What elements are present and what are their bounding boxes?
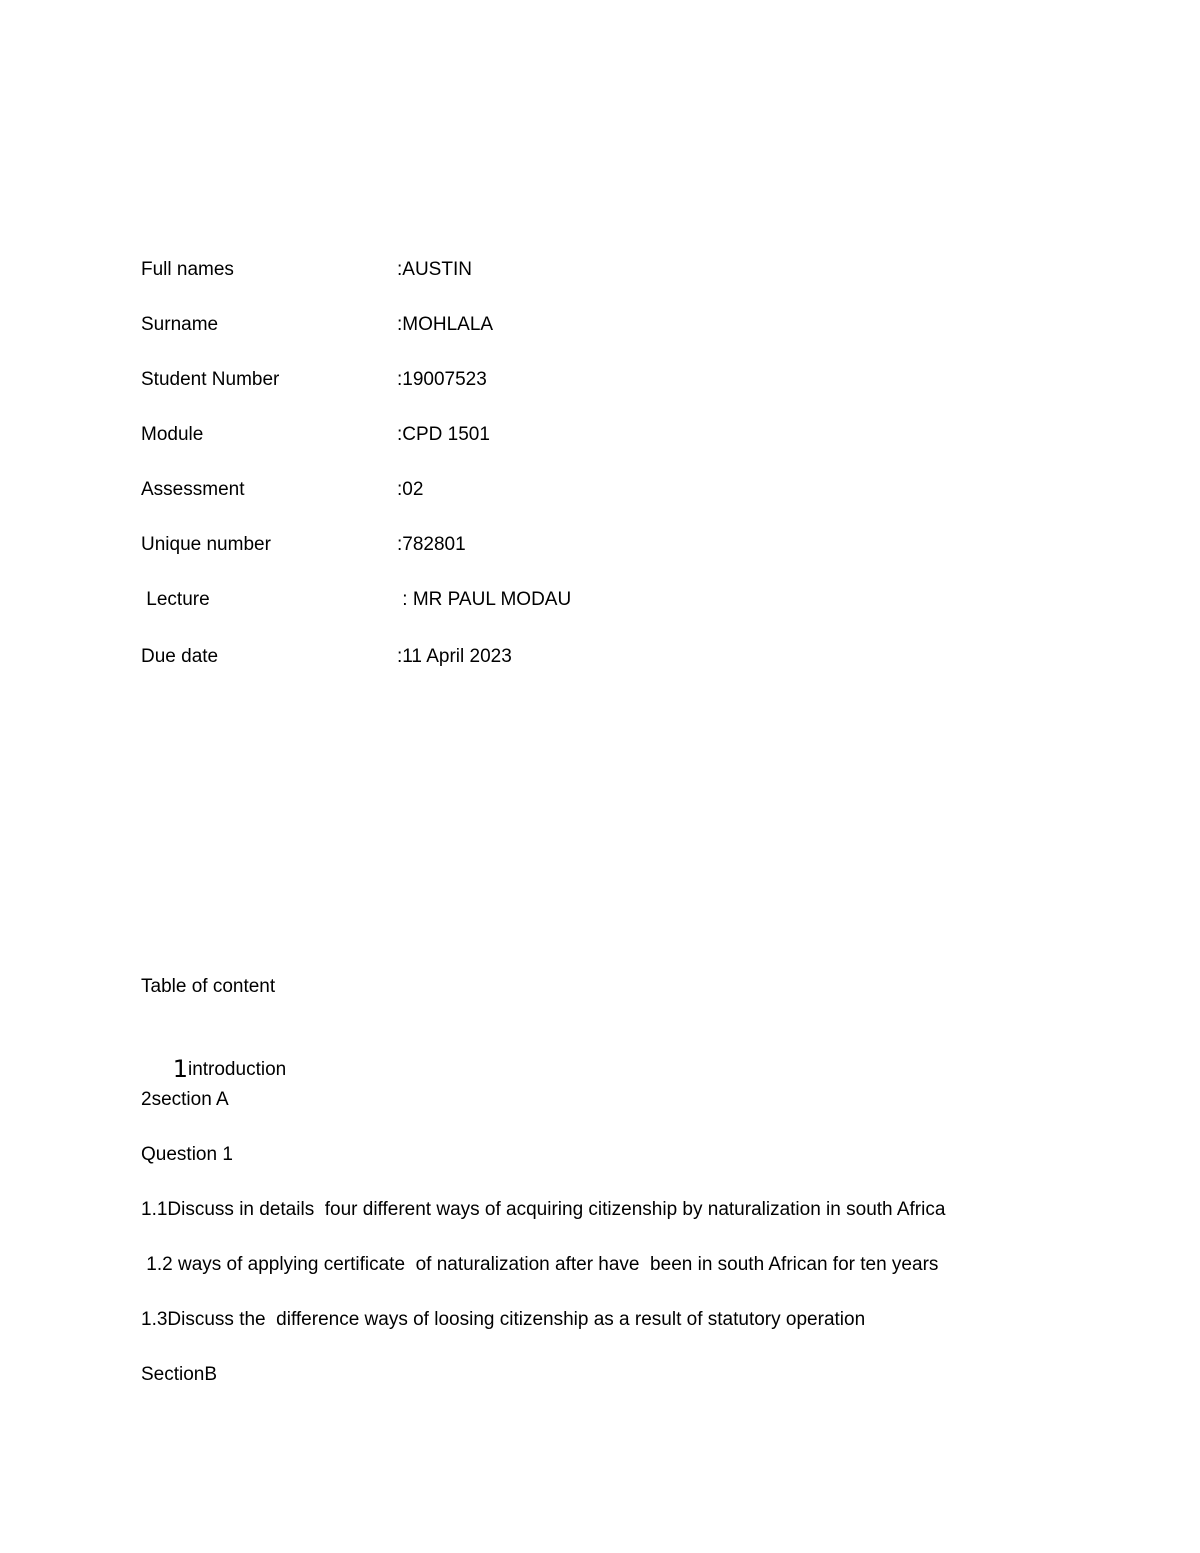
toc-introduction-number: 1 xyxy=(172,1055,188,1083)
field-value-lecture: : MR PAUL MODAU xyxy=(397,589,572,610)
field-value-assessment: :02 xyxy=(397,479,424,500)
toc-section-a: 2section A xyxy=(141,1089,229,1110)
toc-item-1-3: 1.3Discuss the difference ways of loosing citizenship as a result of statutory operation xyxy=(141,1309,866,1330)
field-value-unique-number: :782801 xyxy=(397,534,466,555)
field-value-due-date: :11 April 2023 xyxy=(397,646,512,667)
field-value-student-number: :19007523 xyxy=(397,369,487,390)
toc-title: Table of content xyxy=(141,976,276,997)
toc-item-1-1: 1.1Discuss in details four different ways of acquiring citizenship by naturalization in south Africa xyxy=(141,1199,946,1220)
field-label-unique-number: Unique number xyxy=(141,534,271,555)
field-label-surname: Surname xyxy=(141,314,219,335)
toc-section-b: SectionB xyxy=(141,1364,218,1385)
field-label-lecture: Lecture xyxy=(141,589,210,610)
field-value-full-names: :AUSTIN xyxy=(397,259,472,280)
field-label-assessment: Assessment xyxy=(141,479,245,500)
field-label-student-number: Student Number xyxy=(141,369,280,390)
field-label-due-date: Due date xyxy=(141,646,219,667)
field-value-module: :CPD 1501 xyxy=(397,424,490,445)
field-value-surname: :MOHLALA xyxy=(397,314,494,335)
field-label-full-names: Full names xyxy=(141,259,234,280)
toc-question-1: Question 1 xyxy=(141,1144,233,1165)
field-label-module: Module xyxy=(141,424,204,445)
toc-introduction-text: introduction xyxy=(187,1059,287,1080)
toc-item-1-2: 1.2 ways of applying certificate of naturalization after have been in south African for ten years xyxy=(141,1254,939,1275)
